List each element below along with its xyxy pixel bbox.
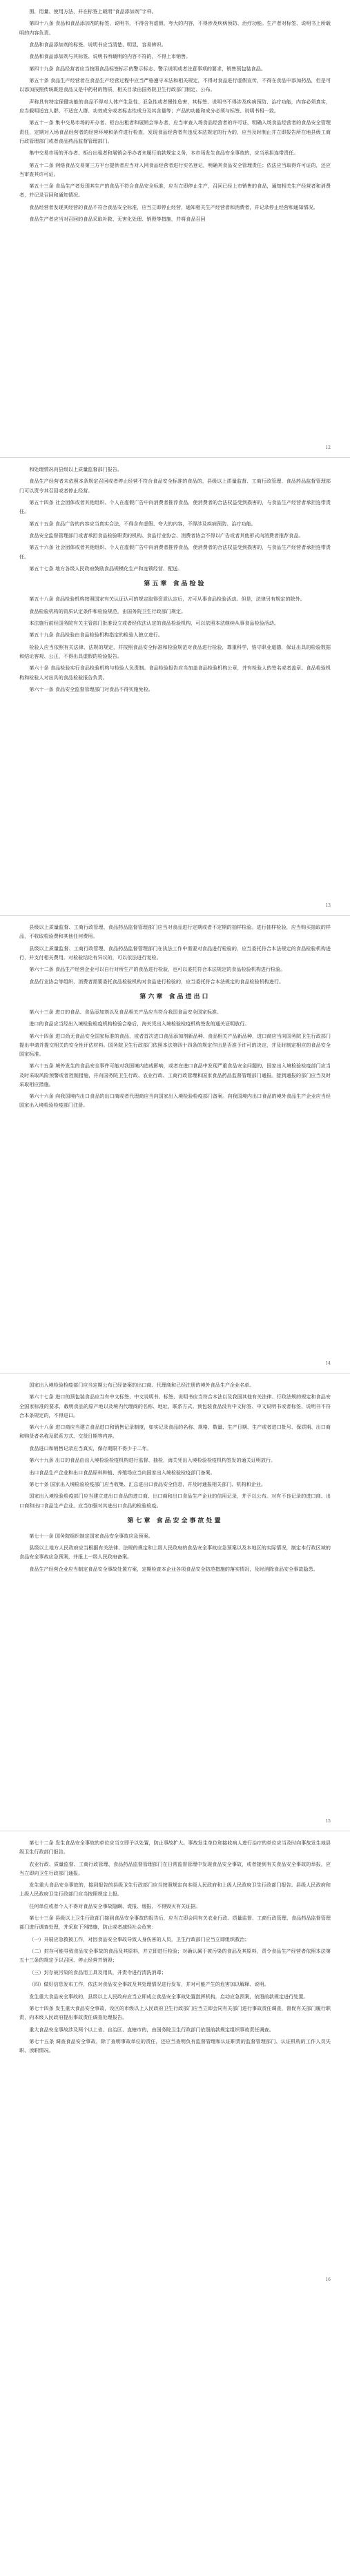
paragraph: 县级以上质量监督、工商行政管理、食品药品监督管理部门应当对食品进行定期或者不定期的抽样检验。进行抽样检验，应当购买抽取的样品，不收取检验费和其他任何费用。 [19, 924, 331, 940]
paragraph: 食品和食品添加剂与其标签、说明书所载明的内容不符的，不得上市销售。 [29, 53, 191, 60]
paragraph: 第七十一条 国务院组织制定国家食品安全事故应急预案。 [29, 1532, 153, 1539]
paragraph: 第五十条 食品生产经营者在食品生产经营过程中应当严格遵守本法和相关规定，不得对食品进行虚假宣传，不得在食品中添加药品，但是可以添加按照传统既是食品又是中药材的物质，相关目录由国务院卫生行政部门制定、公布。 [19, 77, 331, 93]
paragraph: 第五十九条 食品检验由食品检验机构指定的检验人独立进行。 [29, 632, 163, 638]
paragraph: 第五十二条 网络食品交易第三方平台提供者应当对入网食品经营者进行实名登记，明确其食品安全管理责任；依法应当取得许可证的，还应当审查其许可证。 [19, 161, 331, 177]
paragraph: 发生重大食品安全事故的，接到报告的县级卫生行政部门应当按照规定向本级人民政府和上级人民政府卫生行政部门报告。县级人民政府和上级人民政府卫生行政部门应当按照规定上报。 [19, 1882, 331, 1898]
paragraph: 任何单位或者个人不得对食品安全事故隐瞒、谎报、缓报，不得毁灭有关证据。 [29, 1902, 201, 1909]
paragraph: 第七十三条 县级以上卫生行政部门接到食品安全事故的报告后，应当立即会同有关农业行政、质量监督、工商行政管理、食品药品监督管理部门进行调查处理，并采取下列措施，防止或者减轻社会危害： [19, 1915, 331, 1931]
paragraph: （四）做好信息发布工作，依法对食品安全事故及其处理情况进行发布，并对可能产生的危害加以解释、说明。 [29, 1981, 269, 1988]
paragraph: （三）封存被污染的食品用工具及用具，并责令进行清洗消毒； [29, 1969, 166, 1975]
paragraph: 检验人应当依照有关法律、法规的规定，并按照食品安全标准和检验规范对食品进行检验，尊重科学，恪守职业道德，保证出具的检验数据和结论客观、公正，不得出具虚假的检验报告。 [19, 643, 331, 659]
paragraph: 国家出入境检验检疫部门应当建立进出口食品的进口商、出口商和出口食品生产企业的信用记录，并予以公布。对有不良记录的进口商、出口商和出口食品生产企业，应当加强对其进出口食品的检验检疫。 [19, 1493, 331, 1509]
paragraph: 食品进口和销售记录应当真实，保存期限不得少于二年。 [29, 1445, 152, 1451]
document-page [0, 0, 350, 458]
page-number: 16 [325, 2277, 331, 2282]
paragraph: 进口的食品应当经出入境检验检疫机构检验合格后，海关凭出入境检验检疫机构签发的通关证明放行。 [29, 1020, 250, 1027]
page-number: 12 [325, 445, 331, 450]
paragraph: 声称具有特定保健功能的食品不得对人体产生急性、亚急性或者慢性危害，其标签、说明书不得涉及疾病预防、治疗功能，内容必须真实，应当载明适宜人群、不适宜人群、功效成分或者标志性成分及其含量等；产品的功能和成分必须与标签、说明书相一致。 [19, 98, 331, 114]
document-page [0, 916, 350, 1373]
paragraph: 第四十八条 食品和食品添加剂的标签、说明书，不得含有虚假、夸大的内容，不得涉及疾病预防、治疗功能。生产者对标签、说明书上所载明的内容负责。 [19, 20, 331, 36]
paragraph: 第六十八条 进口商应当建立食品进口和销售记录制度，如实记录食品的名称、规格、数量、生产日期、生产或者进口批号、保质期、出口商和购货者名称及联系方式、交货日期等内容。 [19, 1424, 331, 1440]
paragraph: 食品生产者应当对召回的食品采取补救、无害化处理、销毁等措施，并将食品召回 [29, 216, 206, 223]
paragraph: 第五十一条 集中交易市场的开办者、柜台出租者和展销会举办者，应当审查入场食品经营者的许可证，明确入场食品经营者的食品安全管理责任，定期对入场食品经营者的经营环境和条件进行检查，发现食品经营者有违反本法规定的行为的，应当及时制止并立即报告所在地县级工商行政管理部门或者食品药品监督管理部门。 [19, 119, 331, 144]
paragraph: 第六十一条 食品安全监督管理部门对食品不得实施免检。 [29, 685, 153, 692]
paragraph: 农业行政、质量监督、工商行政管理、食品药品监督管理部门在日常监督管理中发现食品安全事故，或者接到有关食品安全事故的举报，应当立即向卫生行政部门通报。 [19, 1860, 331, 1876]
paragraph: 食品检验机构的资质认定条件和检验规范，由国务院卫生行政部门规定。 [29, 607, 186, 614]
paragraph: 围、用量、使用方法，并在标签上载明“食品添加剂”字样。 [29, 8, 157, 14]
paragraph: 出口食品生产企业和出口食品原料种植、养殖场应当向国家出入境检验检疫部门备案。 [29, 1469, 215, 1476]
paragraph: 重大食品安全事故涉及两个以上省、自治区、直辖市的，由国务院卫生行政部门依照前款规定组织事故责任调查。 [29, 2026, 274, 2033]
paragraph: 第五十五条 食品广告的内容应当真实合法，不得含有虚假、夸大的内容，不得涉及疾病预防、治疗功能。 [29, 520, 256, 527]
document-page [0, 1373, 350, 1831]
paragraph: 第五十三条 食品生产者发现其生产的食品不符合食品安全标准，应当立即停止生产，召回已经上市销售的食品，通知相关生产经营者和消费者，并记录召回和通知情况。 [19, 183, 331, 199]
paragraph: 食品生产经营者未依照本条规定召回或者停止经营不符合食品安全标准的食品的，县级以上质量监督、工商行政管理、食品药品监督管理部门可以责令其召回或者停止经营。 [19, 478, 331, 494]
page-number: 14 [325, 1361, 331, 1366]
paragraph: 第六十二条 食品生产经营企业可以自行对所生产的食品进行检验，也可以委托符合本法规定的食品检验机构进行检验。 [29, 966, 286, 973]
paragraph: 第七十二条 发生食品安全事故的单位应当立即予以处置，防止事故扩大。事故发生单位和接收病人进行治疗的单位应当及时向事故发生地县级卫生行政部门报告。 [19, 1840, 331, 1855]
paragraph: （二）封存可能导致食品安全事故的食品及其原料，并立即进行检验；对确认属于被污染的食品及其原料，责令食品生产经营者依照本法第五十三条的规定予以召回、停止经营并销毁； [19, 1948, 331, 1964]
page-number: 15 [325, 1819, 331, 1824]
paragraph: 第六十九条 出口的食品由出入境检验检疫机构进行监督、抽检，海关凭出入境检验检疫机构签发的通关证明放行。 [29, 1457, 276, 1464]
paragraph: 第六十条 食品检验实行食品检验机构与检验人负责制。食品检验报告应当加盖食品检验机构公章，并有检验人的签名或者盖章。食品检验机构和检验人对出具的食品检验报告负责。 [19, 665, 331, 681]
document-page [0, 1831, 350, 2289]
paragraph: 第六十四条 进口尚无食品安全国家标准的食品，或者首次进口食品添加剂新品种、食品相关产品新品种，进口商应当向国务院卫生行政部门提出申请并提交相关的安全性评估材料。国务院卫生行政部门依照本法第四十四条的规定作出是否准予许可的决定，并及时制定相应的食品安全国家标准。 [19, 1032, 331, 1057]
paragraph: 食品生产经营企业应当制定食品安全事故处置方案，定期检查本企业各项食品安全防范措施的落实情况，及时消除食品安全事故隐患。 [29, 1565, 318, 1572]
paragraph: 第七十条 国家出入境检验检疫部门应当收集、汇总进出口食品安全信息，并及时通报相关部门、机构和企业。 [29, 1480, 266, 1487]
paragraph: 第五十七条 地方各级人民政府鼓励食品规模化生产和连锁经营、配送。 [29, 565, 183, 572]
paragraph: 第五十六条 社会团体或者其他组织、个人在虚假广告中向消费者推荐食品，使消费者的合法权益受到损害的，与食品生产经营者承担连带责任。 [19, 544, 331, 560]
paragraph: 食品经营者发现其经营的食品不符合食品安全标准，应当立即停止经营，通知相关生产经营者和消费者，并记录停止经营和通知情况。 [29, 203, 318, 210]
paragraph: 第五十八条 食品检验机构按照国家有关认证认可的规定取得资质认定后，方可从事食品检验活动。但是，法律另有规定的除外。 [29, 596, 305, 603]
paragraph: 第六十五条 境外发生的食品安全事件可能对我国境内造成影响，或者在进口食品中发现严重食品安全问题的，国家出入境检验检疫部门应当及时采取风险预警或者控制措施，并向国务院卫生行政、农业行政、工商行政管理和国家食品药品监督管理部门通报。接到通报的部门应当及时采取相应措施。 [19, 1063, 331, 1087]
paragraph: 第六十三条 进口的食品、食品添加剂以及食品相关产品应当符合我国食品安全国家标准。 [29, 1008, 222, 1015]
paragraph: 食品和食品添加剂的标签、说明书应当清楚、明显，容易辨识。 [29, 41, 166, 48]
chapter-heading: 第七章 食品安全事故处置 [127, 1517, 223, 1525]
paragraph: 县级以上质量监督、工商行政管理、食品药品监督管理部门在执法工作中需要对食品进行检验的，应当委托符合本法规定的食品检验机构进行，并支付相关费用。对检验结论有异议的，可以依法进行复检。 [19, 945, 331, 960]
paragraph: 食品安全监督管理部门或者承担食品检验职责的机构、食品行业协会、消费者协会不得以广告或者其他形式向消费者推荐食品。 [29, 532, 304, 539]
paragraph: 第七十四条 发生重大食品安全事故，设区的市级以上人民政府卫生行政部门应当立即会同有关部门进行事故责任调查，督促有关部门履行职责，向本级人民政府提出事故责任调查处理报告。 [19, 2004, 331, 2021]
paragraph: （一）开展应急救援工作，对因食品安全事故导致人身伤害的人员，卫生行政部门应当立即组织救治； [29, 1935, 250, 1942]
paragraph: 发生重大食品安全事故的，县级以上人民政府应当立即成立食品安全事故处置指挥机构，启动应急预案，依照前款规定进行处置。 [29, 1993, 309, 2000]
paragraph: 第五十四条 社会团体或者其他组织、个人在虚假广告中向消费者推荐食品，使消费者的合法权益受到损害的，与食品生产经营者承担连带责任。 [19, 499, 331, 515]
paragraph: 国家出入境检验检疫部门应当定期公布已经备案的出口商、代理商和已经注册的境外食品生产企业名单。 [29, 1382, 255, 1388]
paragraph: 第六十六条 向我国境内出口食品的出口商或者代理商应当向国家出入境检验检疫部门备案。向我国境内出口食品的境外食品生产企业应当经国家出入境检验检疫部门注册。 [19, 1093, 331, 1109]
paragraph: 食品行业协会等组织、消费者需要委托食品检验机构对食品进行检验的，应当委托符合本法规定的食品检验机构进行。 [29, 978, 284, 985]
paragraph: 本法施行前经国务院有关主管部门批准设立或者经依法认定的食品检验机构，可以依照本法继续从事食品检验活动。 [29, 619, 279, 626]
paragraph: 和处理情况向县级以上质量监督部门报告。 [29, 466, 122, 472]
chapter-heading: 第五章 食品检验 [144, 581, 206, 588]
chapter-heading: 第六章 食品进出口 [139, 993, 211, 1000]
paragraph: 第六十七条 进口的预包装食品应当有中文标签、中文说明书。标签、说明书应当符合本法以及我国其他有关法律、行政法规的规定和食品安全国家标准的要求，载明食品的原产地以及境内代理商的名称、地址、联系方式。预包装食品没有中文标签、中文说明书或者标签、说明书不符合本条规定的，不得进口。 [19, 1393, 331, 1418]
paragraph: 第四十九条 食品经营者应当按照食品标签标示的警示标志、警示说明或者注意事项的要求，销售预包装食品。 [29, 65, 266, 72]
paragraph: 集中交易市场的开办者、柜台出租者和展销会举办者未履行前款规定义务，本市场发生食品安全事故的，应当承担连带责任。 [29, 150, 299, 157]
document-page [0, 458, 350, 916]
page-number: 13 [325, 903, 331, 908]
paragraph: 县级以上地方人民政府应当根据有关法律、法规的规定和上级人民政府的食品安全事故应急预案以及本地区的实际情况，制定本行政区域的食品安全事故应急预案，并报上一级人民政府备案。 [19, 1544, 331, 1560]
paragraph: 第七十五条 调查食品安全事故，除了查明事故单位的责任，还应当查明负有监督管理和认证职责的监督管理部门、认证机构的工作人员失职、渎职情况。 [19, 2037, 331, 2054]
